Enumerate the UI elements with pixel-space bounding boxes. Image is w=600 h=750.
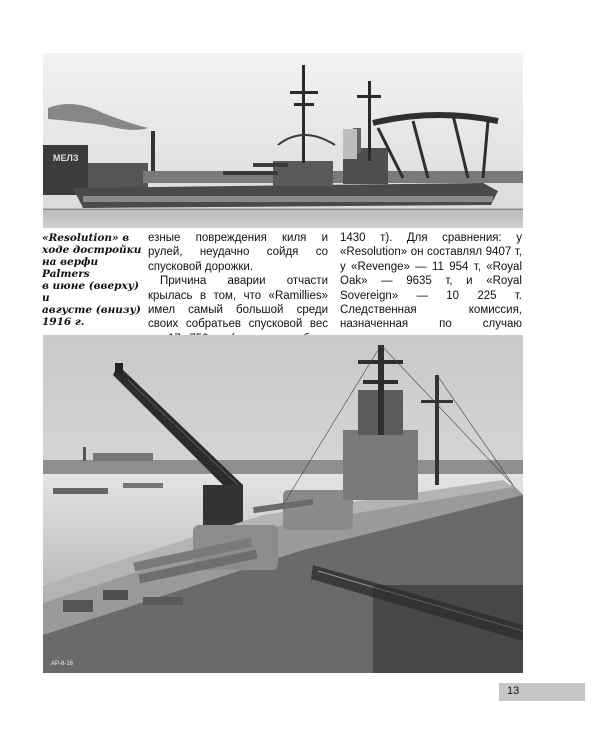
caption-line: ходе достройки bbox=[42, 244, 142, 256]
paragraph: 1430 т). Для сравнения: у «Resolution» он составлял 9407 т, у «Revenge» — 11 954 т, «Royal Oak» — 9635 т, и «Royal Sovereign» — 10 225 т. Следственная комиссия, назначенная по случаю bbox=[340, 232, 522, 331]
paragraph: Причина аварии отчасти крылась в том, что «Ramillies» имел самый большой среди своих собратьев спусковой вес bbox=[148, 275, 328, 331]
bottom-photo-resolution-august bbox=[43, 335, 523, 673]
bottom-photo-corner-label: AP-8-16 bbox=[51, 661, 74, 667]
caption-line: 1916 г. bbox=[42, 316, 85, 328]
photo-caption bbox=[42, 232, 142, 328]
page-number: 13 bbox=[507, 685, 520, 697]
top-photo-resolution-june bbox=[43, 53, 523, 228]
caption-line: августе (внизу) bbox=[42, 304, 141, 316]
caption-line: «Resolution» в bbox=[42, 232, 130, 244]
caption-line: в июне (вверху) и bbox=[42, 280, 139, 304]
caption-line: на верфи Palmers bbox=[42, 256, 99, 280]
page-number-bar bbox=[499, 683, 585, 701]
top-photo-sign: МЕЛЗ bbox=[53, 153, 79, 163]
paragraph: езные повреждения киля и рулей, неудачно сойдя со спусковой дорожки. bbox=[148, 232, 328, 273]
top-photo-image bbox=[43, 53, 523, 228]
bottom-photo-image bbox=[43, 335, 523, 673]
